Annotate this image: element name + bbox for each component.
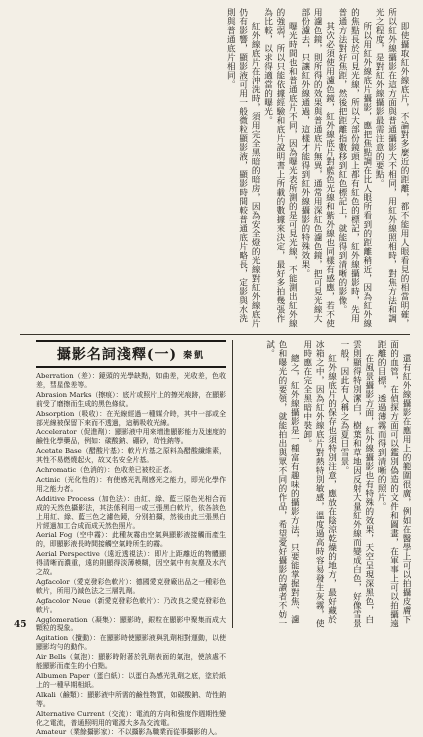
glossary-entry: Abrasion Marks（擦痕）：底片或照片上的擦光痕跡，在顯影前受了磨擦而生成的黑色條紋。 [36,390,226,408]
glossary-entry: Acetate Base（醋酸片基）：軟片片基之原料為醋酸纖維素，其性不易燃燒起火，故又名安全片基。 [36,447,226,465]
right-paragraph: 在風景攝影方面，紅外線攝影也有特殊的效果，天空呈現深黑色，白雲則顯得特別潔白，樹葉和草地因反射大量紅外線而變成白色，好像雪景一般，因此有人稱之為夏日雪景。 [338,340,374,628]
right-paragraph: 紅外線底片的保存也須特別注意，應放在陰涼乾燥的地方，最好藏於冰箱之中，因為紅外線底片對熱特別敏感，溫度過高時容易發生灰霧，使用時應在完全黑暗中裝卸。 [301,340,337,628]
glossary-title: 攝影名詞淺釋(一) [56,347,178,363]
glossary-column [36,340,226,737]
glossary-header [36,340,226,368]
vertical-divider [232,340,233,628]
glossary-entry: Amateur（業餘攝影家）：不以攝影為職業而從事攝影的人。 [36,728,222,737]
glossary-entry: Achromatic（色消的）：色收差已被校正者。 [36,466,177,475]
glossary-entry: Agglomeration（凝集）：顯影時，銀粒在顯影中聚集而成大顆粒的現象。 [36,615,226,633]
right-article-text [238,340,412,628]
top-article-text [20,8,410,330]
glossary-entry: Actinic（光化性的）：有使感光乳劑感光之能力，即光化學作用之能力者。 [36,475,226,493]
horizontal-divider [20,334,410,335]
glossary-entry: Additive Process（加色法）：由紅、綠、藍三原色光相合而成的天然色攝影法，其法係利用一或三張黑白軟片，依各該色上用紅、綠、藍三色之濾色鏡，分別拍攝，然後由此三張黑白片經過加工合成而成天然色照片。 [36,494,226,530]
right-paragraph: 還有紅外線攝影在應用上的範圍很廣，例如在醫學上可以拍攝皮膚下面的血管，在偵探方面可以鑑別偽造的文件和圖畫，在軍事上可以拍攝遠距離的目標，透過薄霧而得到清晰的照片。 [376,340,411,628]
glossary-entry: Absorption（吸收）：在光線經過一種媒介時，其中一部或全部光線被保留下來而不透過，這稱吸收光線。 [36,409,226,427]
glossary-entry: Aerial Fog（空中霧）：此種灰霧由空氣與顯影液接觸而產生的，即顯影液長時間接觸空氣時所生的霧。 [36,531,226,549]
glossary-entry: Air Bells（氣泡）：顯影時附著於乳劑表面的氣泡，使該處不能顯影而產生的小白點。 [36,653,226,671]
top-paragraph: 其次必須使用濾色鏡，紅外線底片對藍色光線和紫外線也同樣有感應，若不使用濾色鏡，則所得的效果與普通底片無異，通常用深紅色濾色鏡，把可見光線大部份濾去，只讓紅外線通過，這樣才能得到紅外線攝影的特殊效果。 [299,8,335,328]
glossary-entry: Alternative Current（交流）：電流的方向和強度作週期性變化之電流，普通照明用的電源大多為交流電。 [36,709,226,727]
top-paragraph: 曝光時間也和普通底片不同，因為曝光表所測的是可見光線，不能測出紅外線的強弱，所以只能依據經驗和底片說明書上所載的數據來決定，最好多拍幾張作為比較，以求得適當的曝光。 [262,8,298,328]
right-paragraph: 總之，紅外線攝影是一種富有趣味的攝影方法，只要能掌握對焦、濾色和曝光的要領，就能拍出與眾不同的作品，希望愛好攝影的讀者不妨一試。 [264,340,300,628]
page-number: 45 [14,620,27,630]
glossary-entry: Agfacolor（愛克發彩色軟片）：德國愛克發廠出品之一種彩色軟片，所用乃減色法之三層乳劑。 [36,577,226,595]
glossary-entry: Aerial Perspective（遠近透視法）：即片上距離近的物體顯得清晰而濃重，遠的則顯得淡薄模糊，因空氣中有灰塵及水汽之故。 [36,550,226,577]
glossary-entry: Albumen Paper（蛋白紙）：以蛋白為感光乳劑之底，塗於紙上的一種早期相紙。 [36,672,226,689]
top-paragraph: 紅外線底片在沖洗時，須用完全黑暗的暗房，因為安全燈的光線對紅外線底片仍有影響，顯影液可用一般微粒顯影液，顯影時間較普通底片略長，定影與水洗則與普通底片相同。 [225,8,261,328]
glossary-author: 秦凱 [183,350,206,361]
glossary-entries [36,372,226,737]
glossary-entry: Aberration（差）：鏡頭的光學缺點，如曲差，光收差，色收差，彗星像差等。 [36,372,226,389]
glossary-entry: Agfacolor Neue（新愛克發彩色軟片）：乃改良之愛克發彩色軟片。 [36,596,226,614]
top-paragraph: 即使攝取紅外線底片，不論對多麼近的距離，都不能用人眼看見的相當明確，所以紅外線攝影在這方面與普通攝影大不相同，用紅外線照相時，對焦方法和調光之程度，是對紅外線攝影最需注意的要點。 [374,8,409,328]
glossary-entry: Accelerator（促進劑）：顯影液中用來增進顯影能力及速度的鹼性化學藥品，例如：碳酸鈉、硼砂，苛性鈉等。 [36,428,226,446]
glossary-entry: Alkali（鹼類）：顯影液中所需的鹼性物質，如碳酸鈉、苛性鈉等。 [36,690,226,708]
glossary-entry: Agitation（攪動）：在顯影時使顯影液與乳劑相對運動，以使顯影均勻的動作。 [36,634,226,652]
top-paragraph: 所以用紅外線底片攝影，應把焦點調在比人眼所看到的距離稍近，因為紅外線的焦點長於可見光線，所以大部份鏡頭上都有紅色的標記，紅外線攝影時，先用普通方法對好焦距，然後把距離指數移到紅色標記上，就能得到清晰的影像。 [336,8,372,328]
